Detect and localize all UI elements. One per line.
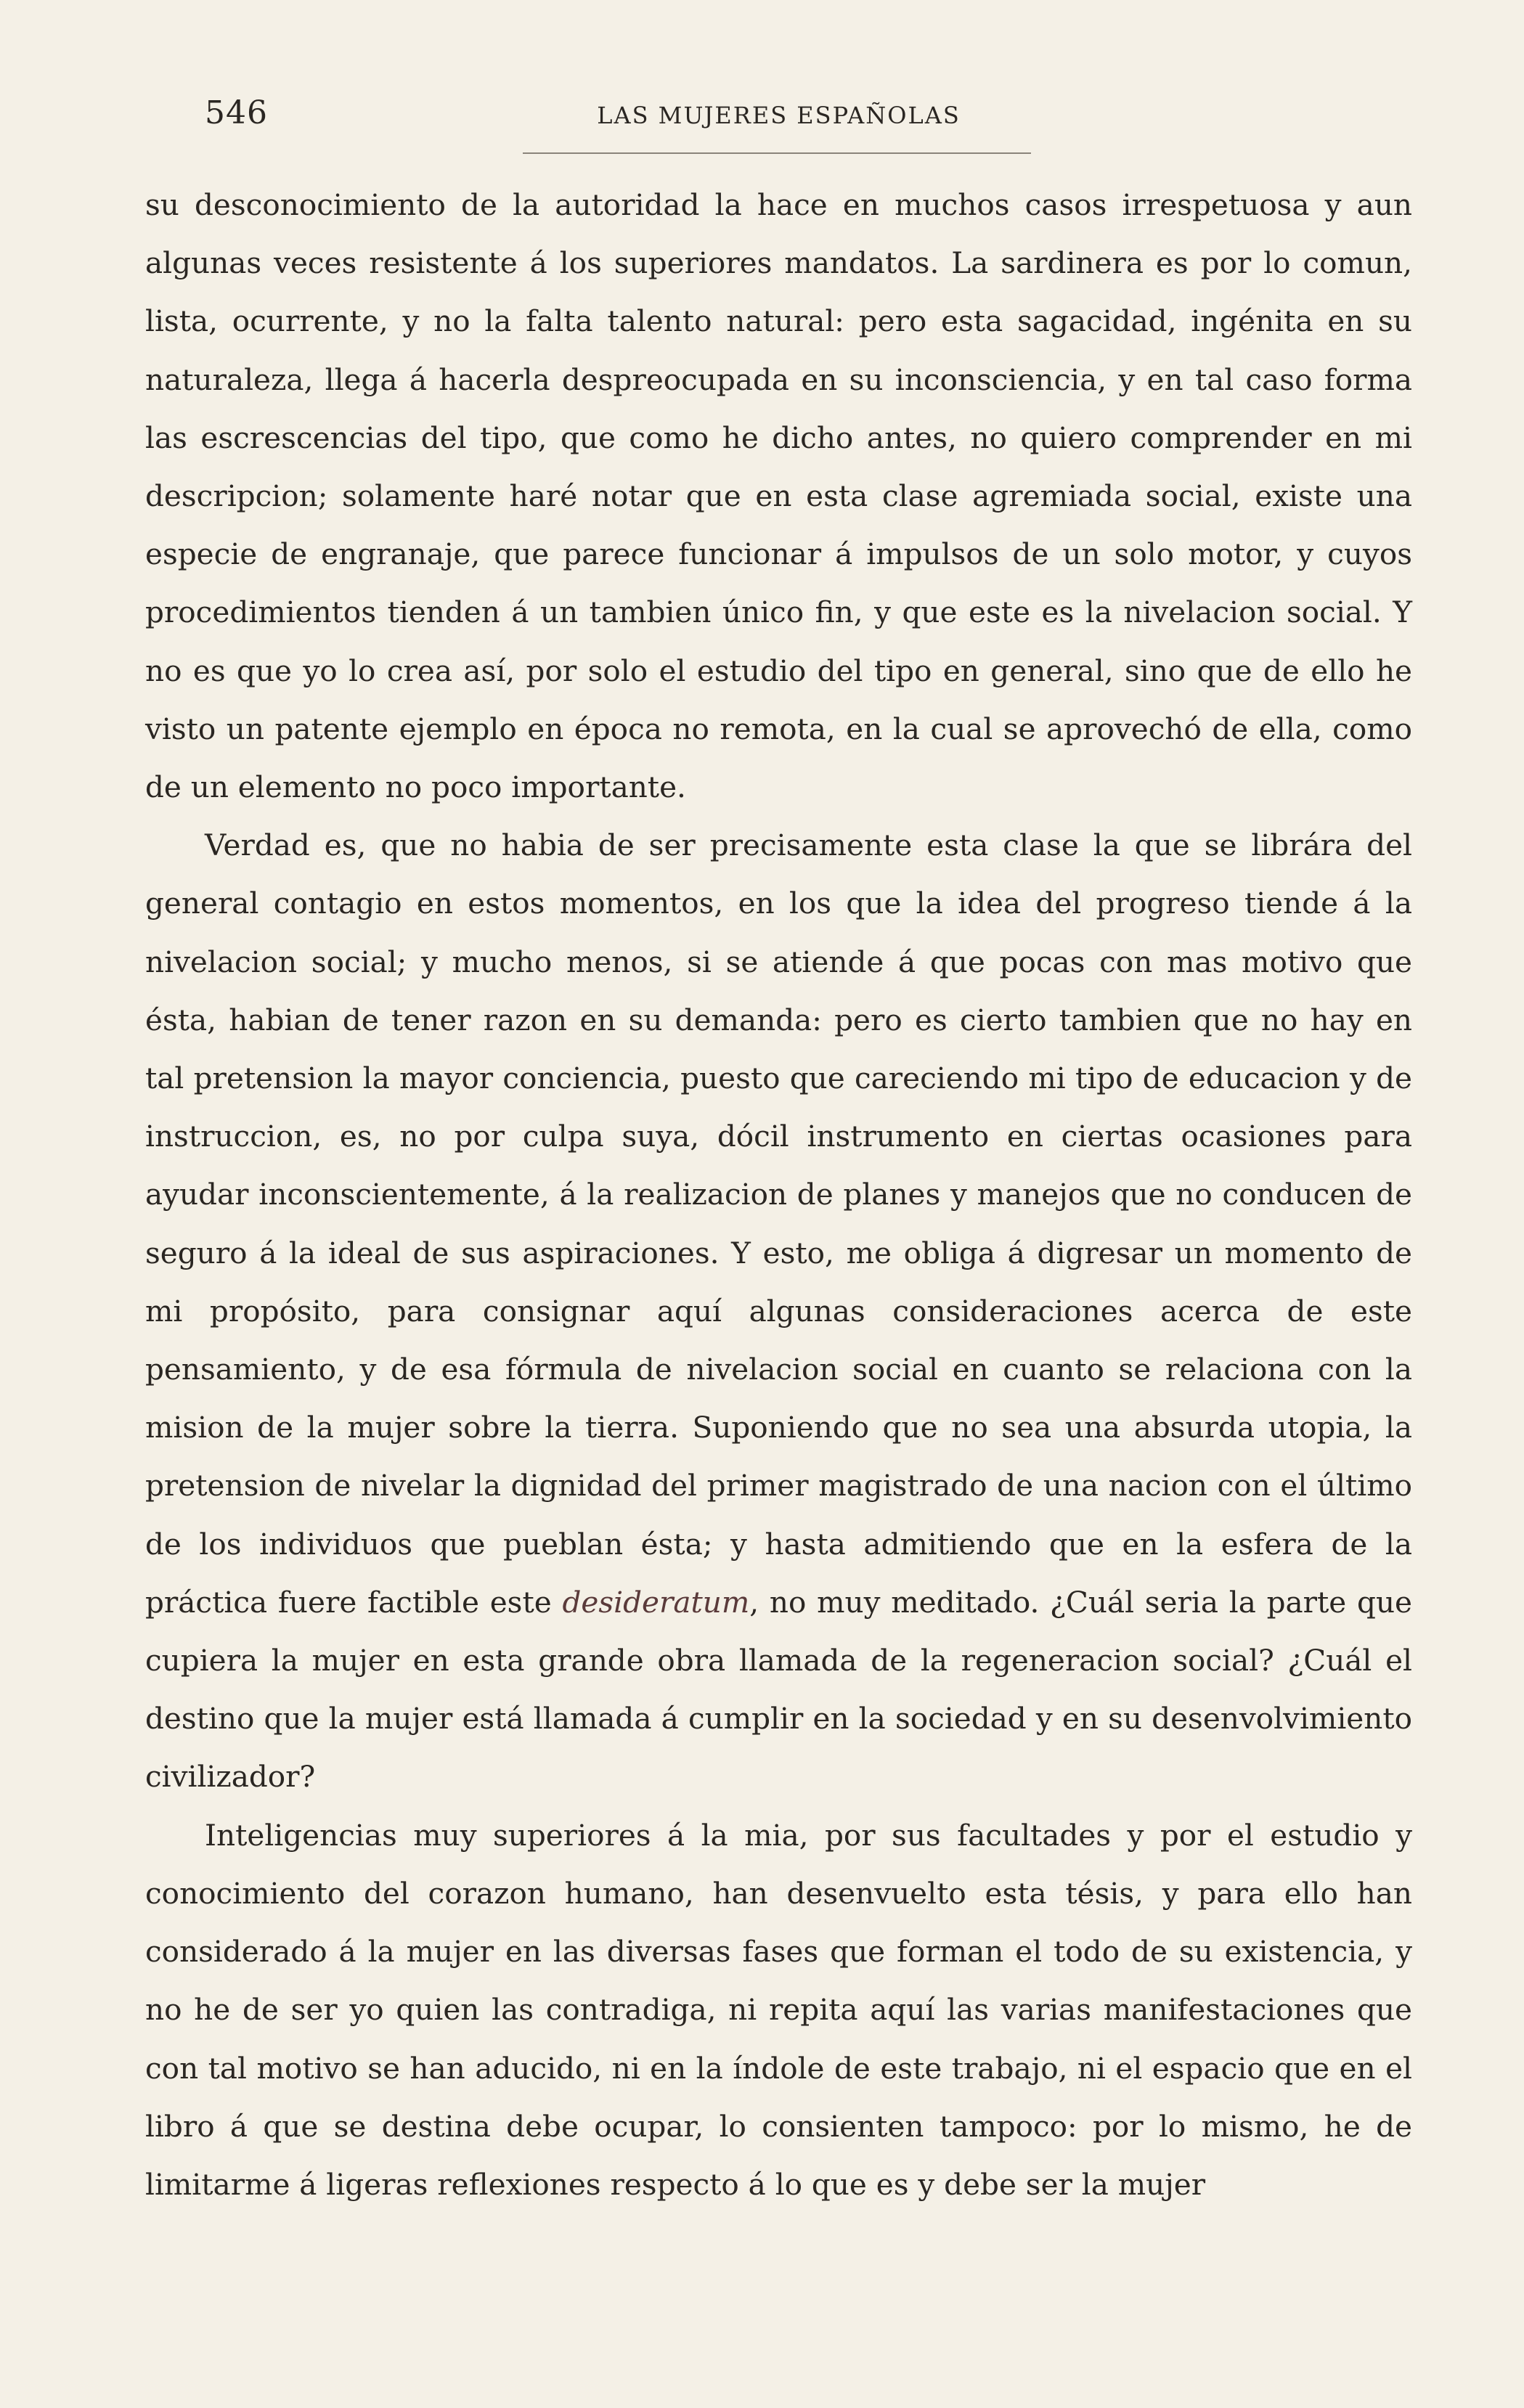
- running-title: LAS MUJERES ESPAÑOLAS: [597, 102, 961, 129]
- body-text: [145, 176, 1412, 2213]
- page-header: [145, 94, 1412, 138]
- italic-term: desideratum: [562, 1584, 750, 1620]
- page-number: 546: [205, 94, 268, 131]
- header-divider: [523, 152, 1031, 154]
- paragraph-text-after-italic: , no muy meditado. ¿Cuál seria la parte que cupiera la mujer en esta grande obra llamada de la regeneracion social? ¿Cuál el destino que la mujer está llamada á cumplir en la sociedad y en su desenvolvimiento civilizador?: [145, 1584, 1413, 1795]
- paragraph-text-before-italic: Verdad es, que no habia de ser precisamente esta clase la que se librára del general contagio en estos momentos, en los que la idea del progreso tiende á la nivelacion social; y mucho menos, si se atiende á que pocas con mas motivo que ésta, habian de tener razon en su demanda: pero es cierto tambien que no hay en tal pretension la mayor conciencia, puesto que careciendo mi tipo de educacion y de instruccion, es, no por culpa suya, dócil instrumento en ciertas ocasiones para ayudar inconscientemente, á la realizacion de planes y manejos que no conducen de seguro á la ideal de sus aspiraciones. Y esto, me obliga á digresar un momento de mi propósito, para consignar aquí algunas consideraciones acerca de este pensamiento, y de esa fórmula de nivelacion social en cuanto se relaciona con la mision de la mujer sobre la tierra. Suponiendo que no sea una absurda utopia, la pretension de nivelar la dignidad del primer magistrado de una nacion con el último de los individuos que pueblan ésta; y hasta admitiendo que en la esfera de la práctica fuere factible este: [145, 828, 1412, 1620]
- paragraph-inteligencias: Inteligencias muy superiores á la mia, por sus facultades y por el estudio y conocimiento del corazon humano, han desenvuelto esta tésis, y para ello han considerado á la mujer en las diversas fases que forman el todo de su existencia, y no he de ser yo quien las contradiga, ni repita aquí las varias manifestaciones que con tal motivo se han aducido, ni en la índole de este trabajo, ni el espacio que en el libro á que se destina debe ocupar, lo consienten tampoco: por lo mismo, he de limitarme á ligeras reflexiones respecto á lo que es y debe ser la mujer: [145, 1817, 1412, 2202]
- paragraph-verdad: [145, 816, 1412, 1805]
- paragraph-continued: su desconocimiento de la autoridad la hace en muchos casos irrespetuosa y aun algunas veces resistente á los superiores mandatos. La sardinera es por lo comun, lista, ocurrente, y no la falta talento natural: pero esta sagacidad, ingénita en su naturaleza, llega á hacerla despreocupada en su inconsciencia, y en tal caso forma las escrescencias del tipo, que como he dicho antes, no quiero comprender en mi descripcion; solamente haré notar que en esta clase agremiada social, existe una especie de engranaje, que parece funcionar á impulsos de un solo motor, y cuyos procedimientos tienden á un tambien único fin, y que este es la nivelacion social. Y no es que yo lo crea así, por solo el estudio del tipo en general, sino que de ello he visto un patente ejemplo en época no remota, en la cual se aprovechó de ella, como de un elemento no poco importante.: [145, 187, 1412, 805]
